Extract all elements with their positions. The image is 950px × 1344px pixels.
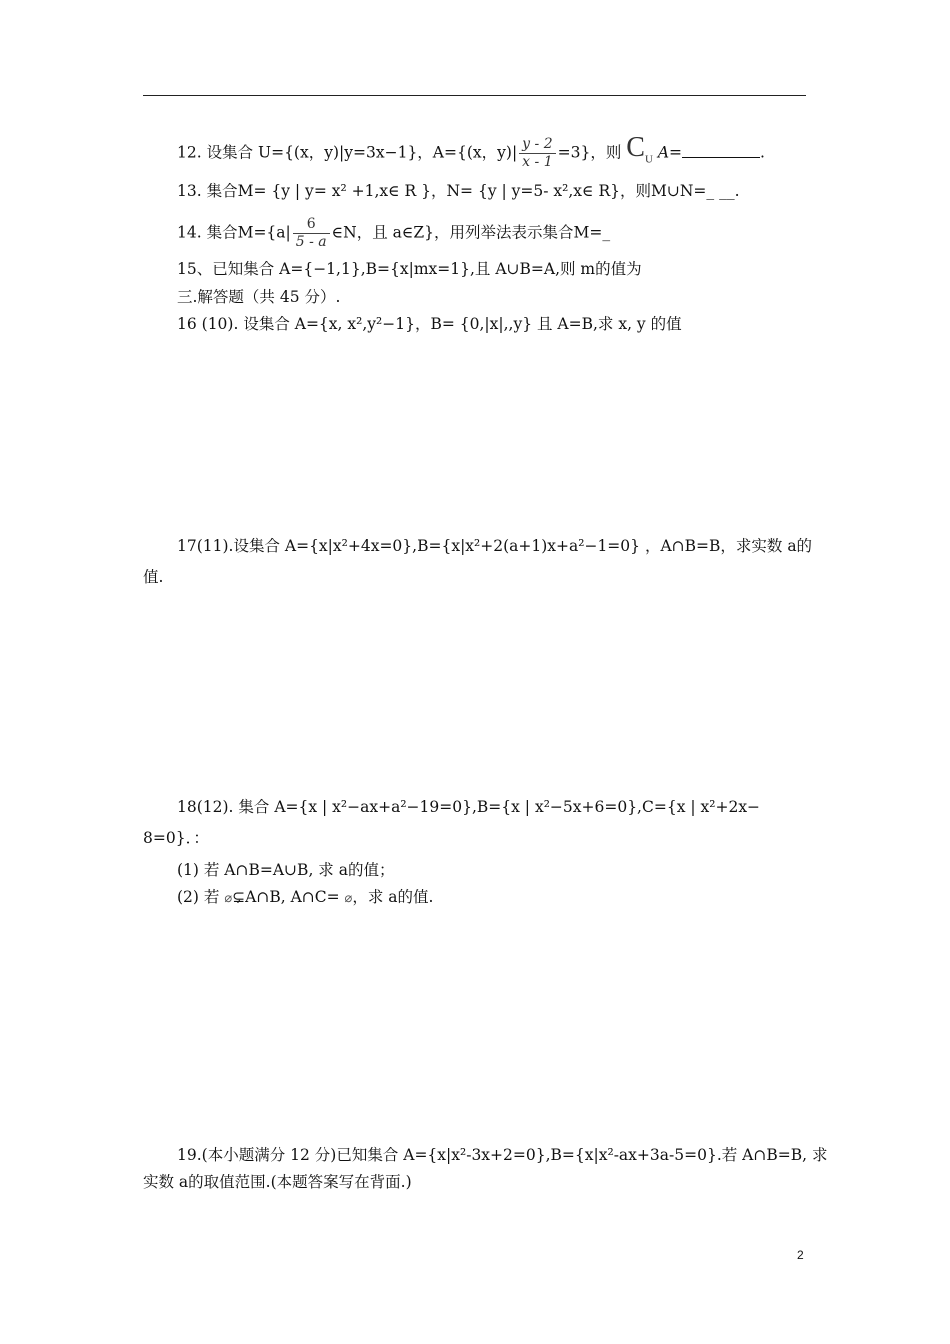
question-18-part-2 — [177, 887, 433, 909]
complement-sub: U — [644, 153, 653, 166]
q18-part2-text-a: (2) 若 — [177, 888, 220, 906]
question-12 — [177, 131, 765, 171]
q14-text-2: ∈N，且 a∈Z}，用列举法表示集合M=_ — [331, 223, 611, 242]
q12-text-1: 设集合 U={(x，y)|y=3x−1}，A={(x，y)| — [206, 143, 518, 162]
question-17-line-2: 值. — [143, 568, 164, 586]
q12-text-3: A= — [657, 143, 683, 162]
section-heading: 三.解答题（共 45 分）. — [177, 288, 341, 306]
empty-set-icon: ⌀ — [344, 891, 353, 906]
header-rule — [143, 95, 806, 96]
question-13: 13. 集合M= {y | y= x² +1,x∈ R }，N= {y | y=5- x²,x∈ R}，则M∪N=_ __. — [177, 182, 740, 200]
question-19-line-1: 19.(本小题满分 12 分)已知集合 A={x|x²-3x+2=0},B={x|x²-ax+3a-5=0}.若 A∩B=B, 求 — [177, 1146, 828, 1164]
empty-set-icon: ⌀ — [224, 891, 233, 906]
question-19-line-2: 实数 a的取值范围.(本题答案写在背面.) — [143, 1173, 412, 1191]
question-18-part-1: (1) 若 A∩B=A∪B, 求 a的值； — [177, 861, 395, 879]
q12-fraction — [519, 136, 555, 171]
q12-number: 12. — [177, 143, 202, 162]
complement-symbol — [626, 131, 653, 166]
complement-c: C — [626, 131, 645, 163]
q12-frac-num: y - 2 — [519, 136, 555, 154]
q12-text-4: . — [760, 143, 765, 162]
question-15: 15、已知集合 A={−1,1},B={x|mx=1},且 A∪B=A,则 m的值为 — [177, 260, 642, 278]
q14-frac-num: 6 — [293, 216, 330, 234]
question-16: 16 (10). 设集合 A={x, x²,y²−1}，B= {0,|x|,,y} 且 A=B,求 x, y 的值 — [177, 315, 682, 333]
q14-fraction — [293, 216, 330, 251]
q18-part2-text-c: ，求 a的值. — [352, 888, 434, 906]
q12-frac-den: x - 1 — [522, 154, 553, 170]
question-14 — [177, 216, 610, 251]
page-number: 2 — [797, 1248, 804, 1262]
question-18-line-2: 8=0}．： — [143, 829, 209, 847]
question-18-line-1: 18(12). 集合 A={x | x²−ax+a²−19=0},B={x | x²−5x+6=0},C={x | x²+2x− — [177, 798, 761, 816]
q14-text-1: 14. 集合M={a| — [177, 223, 291, 242]
q12-text-2: =3}，则 — [557, 143, 622, 162]
q14-frac-den: 5 - a — [295, 234, 327, 250]
q12-answer-blank — [682, 143, 760, 158]
q18-part2-text-b: ⊊A∩B, A∩C= — [232, 888, 340, 906]
question-17-line-1: 17(11).设集合 A={x|x²+4x=0},B={x|x²+2(a+1)x+a²−1=0} ，A∩B=B，求实数 a的 — [177, 537, 813, 555]
